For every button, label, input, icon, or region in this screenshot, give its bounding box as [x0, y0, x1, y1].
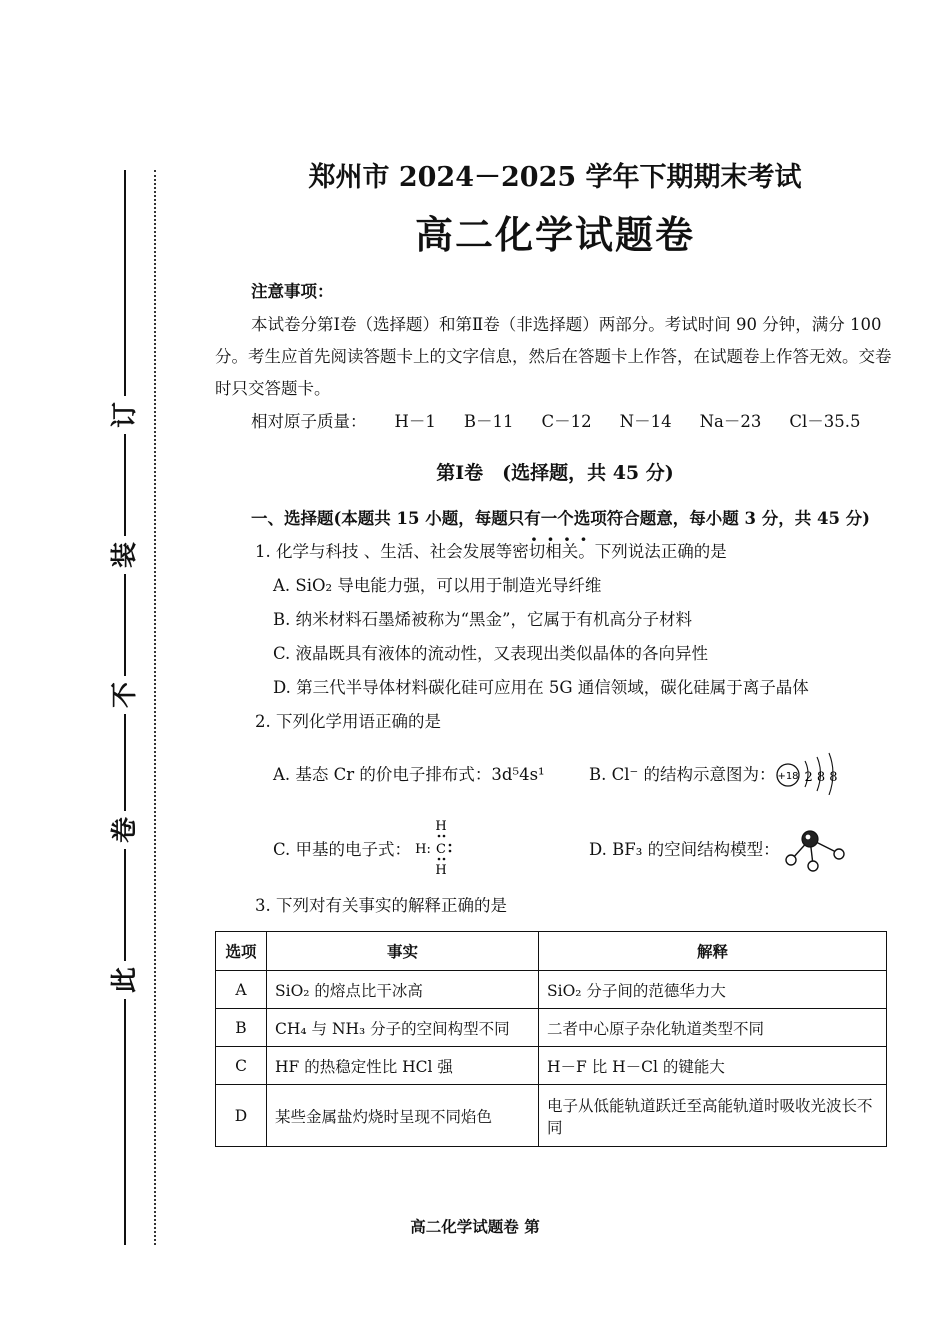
q3-row-d-option: D: [216, 1085, 267, 1147]
bf3-structure-model: [780, 823, 850, 873]
mass-cl: Cl－35.5: [789, 412, 861, 431]
q2-option-d-text: D. BF₃ 的空间结构模型：: [589, 840, 780, 859]
methyl-h-top: H: [435, 819, 447, 834]
section-instructions: [215, 503, 895, 535]
q2-option-c: [273, 816, 589, 880]
nucleus-charge: +18: [777, 771, 800, 782]
emphasis-char-4: 个: [557, 509, 574, 528]
q3-stem: 3. 下列对有关事实的解释正确的是: [255, 896, 507, 915]
chloride-ion-structure-diagram: [775, 751, 845, 795]
q2-option-d: [589, 823, 850, 873]
q3-table: [215, 931, 887, 1147]
q3-row-b-fact: CH₄ 与 NH₃ 分子的空间构型不同: [267, 1009, 539, 1047]
q2-option-a: [273, 761, 589, 785]
q2-stem: 2. 下列化学用语正确的是: [255, 712, 441, 731]
binding-margin: [100, 170, 160, 1245]
q2-option-c-text: C. 甲基的电子式：: [273, 840, 412, 859]
notice-title: 注意事项：: [251, 282, 334, 301]
q2-row-cd: [215, 807, 895, 889]
q3-row-b-reason: 二者中心原子杂化轨道类型不同: [539, 1009, 887, 1047]
atomic-masses: [215, 405, 895, 439]
q3-row-d-fact: 某些金属盐灼烧时呈现不同焰色: [267, 1085, 539, 1147]
q2-option-a-text: A. 基态 Cr 的价电子排布式：3d⁵4s¹: [273, 765, 545, 784]
q3-header-option: 选项: [216, 932, 267, 971]
methyl-h-bottom: H: [435, 863, 447, 878]
q3-row-c-fact: HF 的热稳定性比 HCl 强: [267, 1047, 539, 1085]
q1-option-a: A. SiO₂ 导电能力强，可以用于制造光导纤维: [273, 576, 602, 595]
q3-row-c-reason: H－F 比 H－Cl 的键能大: [539, 1047, 887, 1085]
q1-option-c: C. 液晶既具有液体的流动性，又表现出类似晶体的各向异性: [273, 644, 709, 663]
methyl-electron-formula: [411, 816, 459, 880]
binding-char-2: 卷: [105, 811, 145, 849]
q3-row-a-option: A: [216, 971, 267, 1009]
page-footer: 高二化学试题卷 第: [410, 1217, 540, 1236]
q1-option-d: D. 第三代半导体材料碳化硅可应用在 5G 通信领域，碳化硅属于离子晶体: [273, 678, 809, 697]
instr-part-b: 选项符合题意，每小题 3 分，共 45 分): [573, 509, 870, 528]
binding-char-3: 不: [105, 676, 145, 714]
q2-row-ab: [215, 739, 895, 807]
methyl-h-left: H:: [415, 842, 431, 857]
table-row: [216, 971, 887, 1009]
table-row: [216, 1009, 887, 1047]
section-title: 第Ⅰ卷 (选择题，共 45 分): [436, 462, 674, 484]
emphasis-char-3: 一: [540, 509, 558, 528]
q2-option-b-text: B. Cl⁻ 的结构示意图为：: [589, 765, 776, 784]
binding-char-1: 此: [105, 961, 145, 999]
q3-row-a-reason: SiO₂ 分子间的范德华力大: [539, 971, 887, 1009]
q3-row-d-reason: 电子从低能轨道跃迁至高能轨道时吸收光波长不同: [539, 1085, 887, 1147]
q3-row-a-fact: SiO₂ 的熔点比干冰高: [267, 971, 539, 1009]
exam-title: 高二化学试题卷: [414, 212, 695, 257]
binding-dotted-line: [154, 170, 156, 1245]
exam-subtitle: 郑州市 2024－2025 学年下期期末考试: [308, 162, 802, 193]
notice-body: 本试卷分第Ⅰ卷（选择题）和第Ⅱ卷（非选择题）两部分。考试时间 90 分钟，满分 100 分。考生应首先阅读答题卡上的文字信息，然后在答题卡上作答，在试题卷上作答无效。交卷时只交答题卡。: [215, 315, 892, 398]
mass-n: N－14: [619, 412, 672, 431]
instr-emphasis: [508, 509, 574, 528]
electron-shells: 2 8 8: [804, 770, 839, 785]
masses-label: 相对原子质量：: [251, 412, 367, 431]
q2-option-b: [589, 751, 845, 795]
mass-b: B－11: [463, 412, 514, 431]
q3-table-header: [216, 932, 887, 971]
table-row: [216, 1047, 887, 1085]
q1-option-b: B. 纳米材料石墨烯被称为“黑金”，它属于有机高分子材料: [273, 610, 692, 629]
instr-part-a: 一、选择题(本题共 15 小题，每题: [251, 509, 508, 528]
methyl-c: C: [436, 842, 447, 857]
binding-char-4: 装: [105, 536, 145, 574]
exam-page: [215, 155, 895, 1147]
emphasis-char-2: 有: [524, 509, 541, 528]
table-row: [216, 1085, 887, 1147]
q3-row-c-option: C: [216, 1047, 267, 1085]
binding-char-5: 订: [105, 396, 145, 434]
mass-h: H－1: [394, 412, 436, 431]
emphasis-char-1: 只: [507, 509, 525, 528]
q3-header-fact: 事实: [267, 932, 539, 971]
q3-row-b-option: B: [216, 1009, 267, 1047]
mass-na: Na－23: [699, 412, 762, 431]
q3-header-reason: 解释: [539, 932, 887, 971]
mass-c: C－12: [541, 412, 592, 431]
q1-stem: 1. 化学与科技 、生活、社会发展等密切相关。下列说法正确的是: [255, 542, 727, 561]
